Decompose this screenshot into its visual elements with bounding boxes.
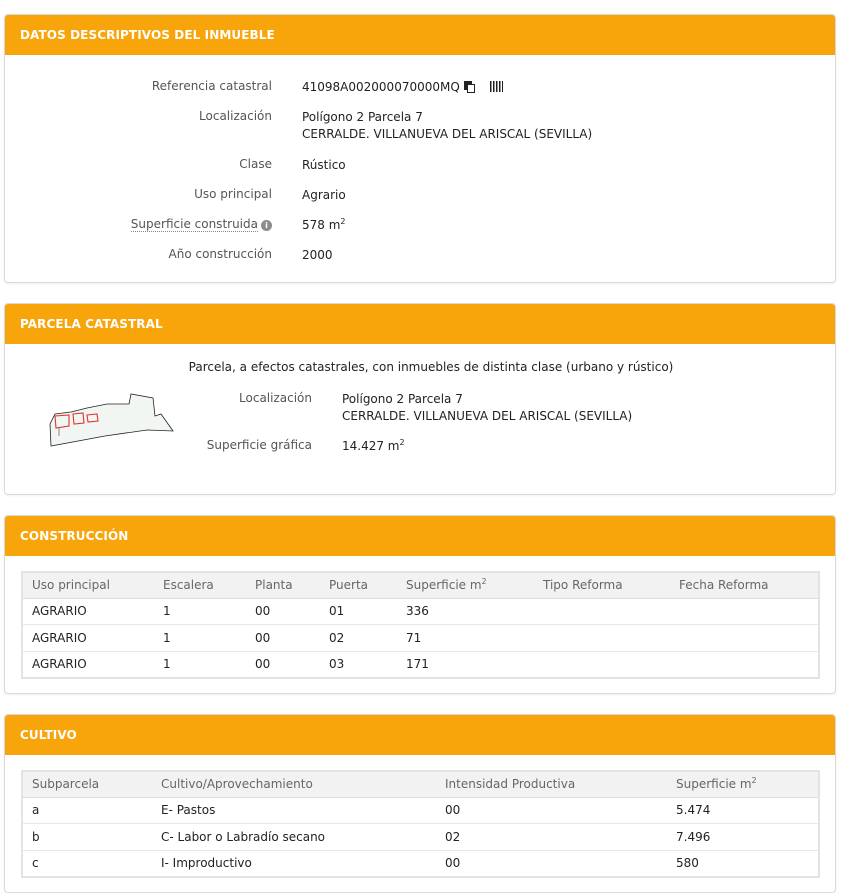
cell: 171: [397, 651, 534, 678]
anio-label: Año construcción: [168, 247, 272, 261]
panel-construccion: [4, 515, 836, 694]
col-tipo-reforma: Tipo Reforma: [534, 572, 670, 598]
cell: I- Improductivo: [152, 850, 436, 877]
construccion-table: [21, 571, 820, 679]
cell: 336: [397, 598, 534, 625]
sup-label-wrap: [131, 217, 272, 231]
table-row: [22, 850, 819, 877]
cell: 00: [436, 850, 667, 877]
table-row: [22, 797, 819, 824]
cell: [534, 625, 670, 652]
parcela-loc-line2: CERRALDE. VILLANUEVA DEL ARISCAL (SEVILLA): [342, 409, 633, 423]
cell: 1: [154, 598, 246, 625]
cell: [670, 598, 819, 625]
col-superficie: [397, 572, 534, 598]
table-row: [22, 651, 819, 678]
clase-value: Rústico: [302, 158, 346, 172]
col-subparcela: Subparcela: [22, 771, 152, 797]
col-superficie-exp: 2: [481, 577, 487, 587]
sup-exp: 2: [340, 217, 346, 226]
parcela-sup-exp: 2: [399, 438, 405, 447]
cell: [670, 625, 819, 652]
cell: AGRARIO: [22, 625, 154, 652]
panel-title: DATOS DESCRIPTIVOS DEL INMUEBLE: [5, 15, 835, 55]
col-uso: Uso principal: [22, 572, 154, 598]
cell: 02: [320, 625, 397, 652]
cell: 00: [246, 651, 320, 678]
parcela-loc-line1: Polígono 2 Parcela 7: [342, 392, 463, 406]
col-superficie-text: Superficie m: [676, 777, 752, 792]
cell: 7.496: [667, 824, 819, 851]
panel-datos-descriptivos: [4, 14, 836, 283]
table-row: [22, 824, 819, 851]
cell: a: [22, 797, 152, 824]
uso-value: Agrario: [302, 188, 346, 202]
loc-line1: Polígono 2 Parcela 7: [302, 110, 423, 124]
cell: 00: [436, 797, 667, 824]
cell: AGRARIO: [22, 598, 154, 625]
col-superficie-exp: 2: [751, 776, 757, 786]
col-intensidad: Intensidad Productiva: [436, 771, 667, 797]
parcela-loc-value: [342, 391, 632, 425]
col-cultivo: Cultivo/Aprovechamiento: [152, 771, 436, 797]
parcela-sup-text: 14.427 m: [342, 439, 400, 453]
ref-value-wrap: [302, 79, 503, 96]
loc-label: Localización: [199, 109, 272, 123]
cell: b: [22, 824, 152, 851]
panel-title: CONSTRUCCIÓN: [5, 516, 835, 556]
anio-value: 2000: [302, 248, 333, 262]
col-escalera: Escalera: [154, 572, 246, 598]
cell: 01: [320, 598, 397, 625]
parcela-description: Parcela, a efectos catastrales, con inmuebles de distinta clase (urbano y rústico): [188, 360, 674, 374]
table-header-row: [22, 771, 819, 797]
cell: 00: [246, 625, 320, 652]
loc-line2: CERRALDE. VILLANUEVA DEL ARISCAL (SEVILLA): [302, 127, 593, 141]
panel-cultivo: [4, 714, 836, 893]
sup-label: Superficie construida: [130, 217, 258, 231]
table-row: [22, 625, 819, 652]
cell: C- Labor o Labradío secano: [152, 824, 436, 851]
cell: 03: [320, 651, 397, 678]
col-fecha-reforma: Fecha Reforma: [670, 572, 819, 598]
cell: 1: [154, 625, 246, 652]
col-puerta: Puerta: [320, 572, 397, 598]
table-header-row: [22, 572, 819, 598]
cell: 5.474: [667, 797, 819, 824]
cell: [670, 651, 819, 678]
parcela-loc-label: Localización: [239, 391, 312, 405]
cell: 580: [667, 850, 819, 877]
cell: AGRARIO: [22, 651, 154, 678]
sup-value-text: 578 m: [302, 218, 341, 232]
parcela-sup-label: Superficie gráfica: [206, 438, 312, 452]
ref-value[interactable]: 41098A002000070000MQ: [302, 80, 460, 94]
parcela-sup-value: [342, 438, 405, 455]
table-row: [22, 598, 819, 625]
cultivo-table: [21, 770, 820, 878]
uso-label: Uso principal: [194, 187, 272, 201]
cell: 02: [436, 824, 667, 851]
copy-icon[interactable]: [464, 81, 476, 93]
panel-parcela-catastral: [4, 303, 836, 495]
col-superficie: [667, 771, 819, 797]
cell: 1: [154, 651, 246, 678]
ref-label: Referencia catastral: [151, 79, 272, 93]
info-icon[interactable]: i: [261, 220, 272, 231]
cell: 71: [397, 625, 534, 652]
col-planta: Planta: [246, 572, 320, 598]
loc-value: [302, 109, 592, 143]
cell: c: [22, 850, 152, 877]
cell: [534, 651, 670, 678]
cell: [534, 598, 670, 625]
panel-title: CULTIVO: [5, 715, 835, 755]
col-superficie-text: Superficie m: [406, 578, 482, 593]
cell: 00: [246, 598, 320, 625]
sup-value: [302, 217, 346, 234]
parcel-map-icon[interactable]: [47, 390, 179, 448]
panel-title: PARCELA CATASTRAL: [5, 304, 835, 344]
clase-label: Clase: [239, 157, 272, 171]
barcode-icon[interactable]: [490, 81, 503, 92]
cell: E- Pastos: [152, 797, 436, 824]
